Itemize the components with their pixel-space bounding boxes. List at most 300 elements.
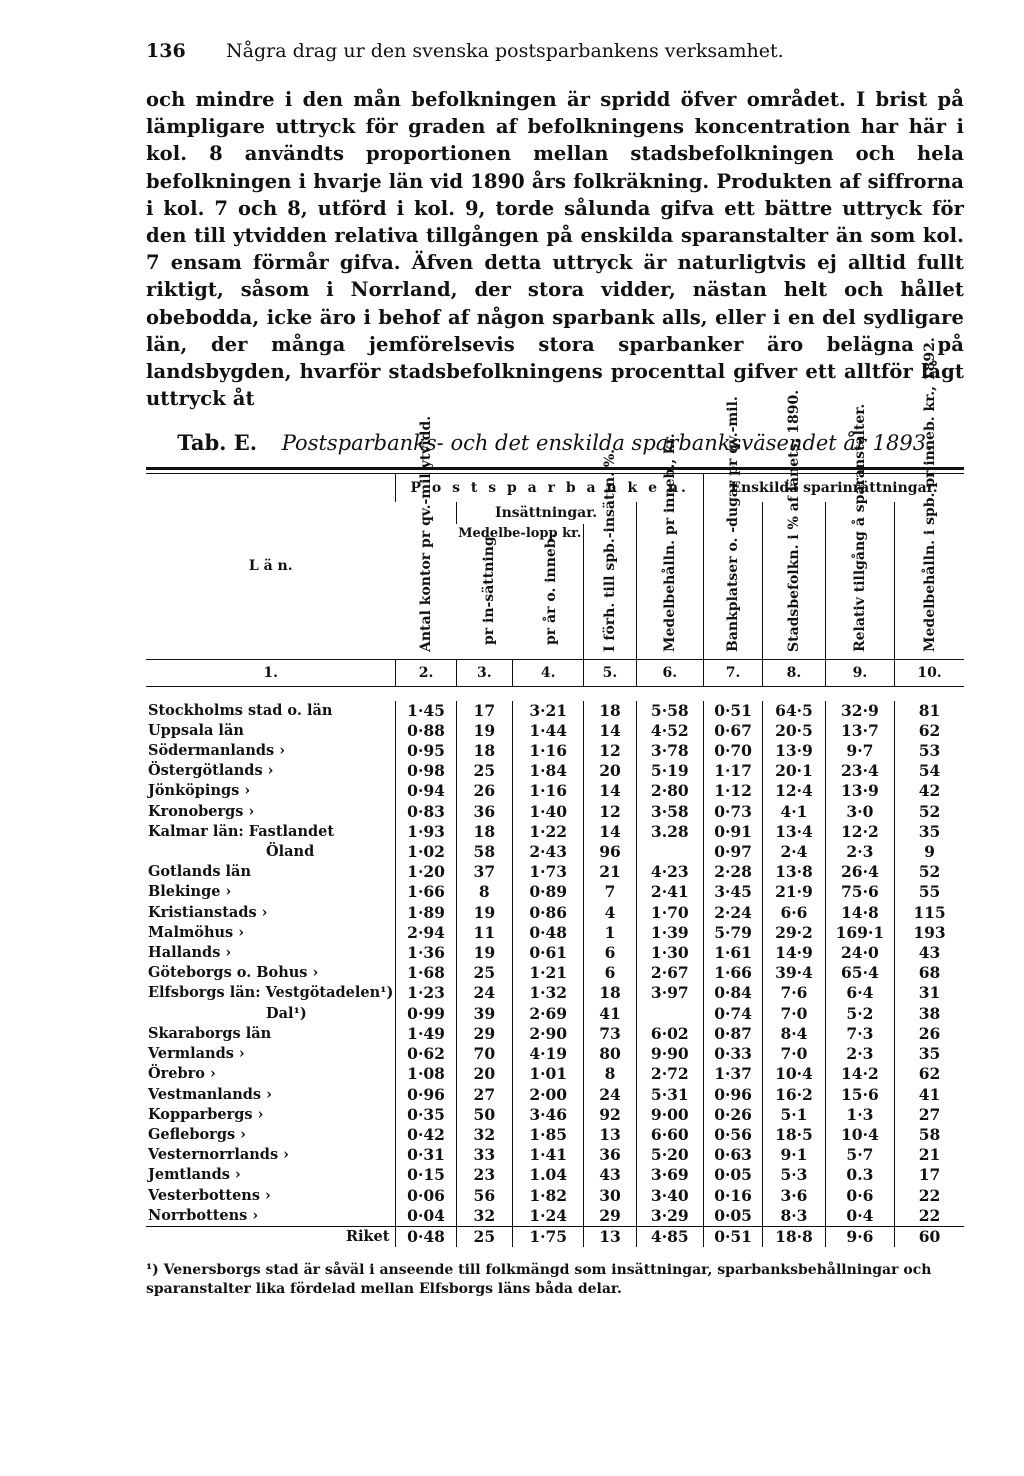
cell-c9: 5·7 [825, 1145, 894, 1165]
table-row [146, 1206, 964, 1227]
lan-name: Södermanlands › [148, 742, 286, 760]
table-row [146, 721, 964, 741]
cell-c8: 13·8 [763, 862, 826, 882]
cell-c10: 26 [895, 1024, 964, 1044]
cell-c2: 0·35 [396, 1105, 456, 1125]
cell-c10: 58 [895, 1125, 964, 1145]
table-row [146, 923, 964, 943]
cell-c5: 14 [584, 822, 636, 842]
table-row [146, 943, 964, 963]
table-row [146, 862, 964, 882]
cell-c9: 2·3 [825, 1044, 894, 1064]
cell-c5: 7 [584, 882, 636, 902]
cell-c7: 0·70 [703, 741, 762, 761]
table-row [146, 781, 964, 801]
cell-c5: 92 [584, 1105, 636, 1125]
cell-c8: 20·5 [763, 721, 826, 741]
cell-c9: 15·6 [825, 1085, 894, 1105]
cell-c8: 12·4 [763, 781, 826, 801]
table-row [146, 1064, 964, 1084]
cell-c5: 80 [584, 1044, 636, 1064]
col6-header: Medelbehålln. pr inneb., kr. [636, 502, 703, 659]
cell-c5: 8 [584, 1064, 636, 1084]
cell-c8: 20·1 [763, 761, 826, 781]
cell-c5: 1 [584, 923, 636, 943]
cell-c6: 2·41 [636, 882, 703, 902]
cell-c6: 3·40 [636, 1186, 703, 1206]
lan-name: Skaraborgs län [148, 1024, 272, 1042]
cell-c3: 37 [456, 862, 512, 882]
cell-c7: 0·05 [703, 1165, 762, 1185]
lan-name: Göteborgs o. Bohus › [148, 964, 319, 982]
cell-c5: 18 [584, 983, 636, 1003]
cell-c10: 17 [895, 1165, 964, 1185]
cell-c10: 193 [895, 923, 964, 943]
cell-c5: 96 [584, 842, 636, 862]
cell-c3: 33 [456, 1145, 512, 1165]
page-number: 136 [146, 40, 186, 62]
medelbelopp-header: Medelbe-lopp kr. pr in-sättning. pr år o. inneb. [458, 526, 582, 645]
cell-c5: 14 [584, 781, 636, 801]
table-title [146, 430, 964, 455]
cell-c8: 3·6 [763, 1186, 826, 1206]
total-row: Riket 0·48 25 1·75 13 4·85 0·51 18·8 9·6 60 [146, 1226, 964, 1247]
cell-c8: 8·4 [763, 1024, 826, 1044]
cell-c8: 14·9 [763, 943, 826, 963]
cell-c2: 0·42 [396, 1125, 456, 1145]
cell-c8: 7·0 [763, 1044, 826, 1064]
cell-c5: 73 [584, 1024, 636, 1044]
cell-c9: 1·3 [825, 1105, 894, 1125]
cell-c4: 4·19 [513, 1044, 584, 1064]
cell-c8: 13·4 [763, 822, 826, 842]
cell-c9: 2·3 [825, 842, 894, 862]
cell-c2: 0·96 [396, 1085, 456, 1105]
table-row [146, 1125, 964, 1145]
cell-c7: 0·74 [703, 1004, 762, 1024]
lan-name: Uppsala län [148, 721, 244, 739]
cell-c10: 81 [895, 701, 964, 721]
cell-c4: 1·01 [513, 1064, 584, 1084]
cell-c2: 1·49 [396, 1024, 456, 1044]
cell-c10: 52 [895, 862, 964, 882]
cell-c2: 2·94 [396, 923, 456, 943]
cell-c3: 19 [456, 721, 512, 741]
cell-c2: 1·08 [396, 1064, 456, 1084]
col2-header: Antal kontor pr qv.-mil ytvidd. [417, 416, 434, 653]
cell-c6: 4·23 [636, 862, 703, 882]
footnote: ¹) Venersborgs stad är såväl i anseende till folkmängd som insättningar, sparbanksbehållningar och sparanstalter lika fördelad mellan Elfsborgs läns båda delar. [146, 1262, 932, 1298]
cell-c8: 21·9 [763, 882, 826, 902]
cell-c9: 0·6 [825, 1186, 894, 1206]
cell-c2: 0·06 [396, 1186, 456, 1206]
cell-c4: 1.04 [513, 1165, 584, 1185]
cell-c4: 1·21 [513, 963, 584, 983]
cell-c9: 13·9 [825, 781, 894, 801]
cell-c5: 30 [584, 1186, 636, 1206]
cell-c10: 55 [895, 882, 964, 902]
cell-c10: 62 [895, 721, 964, 741]
table-row [146, 1165, 964, 1185]
cell-c10: 21 [895, 1145, 964, 1165]
cell-c4: 0·89 [513, 882, 584, 902]
col3-header: pr in-sättning. [480, 531, 497, 645]
col4-header: pr år o. inneb. [542, 533, 559, 645]
lan-name: Jemtlands › [148, 1166, 241, 1184]
header-group-row [146, 474, 964, 502]
cell-c6: 1·39 [636, 923, 703, 943]
cell-c6 [636, 1004, 703, 1024]
col7-header: Bankplatser o. -dugar pr qv.-mil. [703, 502, 762, 659]
lan-name: Stockholms stad o. län [148, 701, 333, 719]
cell-c7: 0·67 [703, 721, 762, 741]
cell-c8: 6·6 [763, 903, 826, 923]
cell-c3: 17 [456, 701, 512, 721]
cell-c3: 18 [456, 822, 512, 842]
cell-c4: 1·41 [513, 1145, 584, 1165]
cell-c6: 6·02 [636, 1024, 703, 1044]
cell-c6: 1·70 [636, 903, 703, 923]
table-caption: Postsparbanks- och det enskilda sparbanksväsendet år 1893. [281, 431, 933, 456]
table-row [146, 1004, 964, 1024]
page-header [146, 40, 964, 76]
cell-c3: 24 [456, 983, 512, 1003]
cell-c7: 0·91 [703, 822, 762, 842]
lan-name: Elfsborgs län: Vestgötadelen¹) [148, 984, 394, 1002]
lan-name: Vesterbottens › [148, 1186, 271, 1204]
table-row [146, 1105, 964, 1125]
cell-c6: 5·31 [636, 1085, 703, 1105]
cell-c8: 16·2 [763, 1085, 826, 1105]
cell-c8: 5·1 [763, 1105, 826, 1125]
cell-c7: 2·24 [703, 903, 762, 923]
table-row [146, 1024, 964, 1044]
lan-name: Dal¹) [266, 1004, 307, 1022]
cell-c9: 24·0 [825, 943, 894, 963]
cell-c3: 58 [456, 842, 512, 862]
cell-c8: 7·6 [763, 983, 826, 1003]
cell-c4: 2·69 [513, 1004, 584, 1024]
cell-c5: 12 [584, 802, 636, 822]
cell-c9: 14·8 [825, 903, 894, 923]
cell-c10: 68 [895, 963, 964, 983]
cell-c10: 54 [895, 761, 964, 781]
cell-c6: 5·58 [636, 701, 703, 721]
cell-c6: 6·60 [636, 1125, 703, 1145]
cell-c9: 23·4 [825, 761, 894, 781]
cell-c7: 0·63 [703, 1145, 762, 1165]
cell-c2: 0·83 [396, 802, 456, 822]
lan-name: Hallands › [148, 944, 232, 962]
cell-c2: 0·31 [396, 1145, 456, 1165]
cell-c9: 32·9 [825, 701, 894, 721]
cell-c5: 20 [584, 761, 636, 781]
lan-name: Vermlands › [148, 1045, 245, 1063]
lan-name: Jönköpings › [148, 782, 251, 800]
lan-name: Norrbottens › [148, 1206, 259, 1224]
cell-c10: 9 [895, 842, 964, 862]
cell-c4: 1·44 [513, 721, 584, 741]
cell-c7: 3·45 [703, 882, 762, 902]
cell-c10: 41 [895, 1085, 964, 1105]
cell-c9: 3·0 [825, 802, 894, 822]
lan-name: Vestmanlands › [148, 1085, 272, 1103]
lan-header: L ä n. [248, 558, 293, 575]
cell-c2: 1·45 [396, 701, 456, 721]
cell-c7: 0·87 [703, 1024, 762, 1044]
cell-c7: 0·73 [703, 802, 762, 822]
cell-c3: 32 [456, 1206, 512, 1227]
cell-c2: 0·99 [396, 1004, 456, 1024]
cell-c8: 4·1 [763, 802, 826, 822]
cell-c4: 0·48 [513, 923, 584, 943]
cell-c7: 0·56 [703, 1125, 762, 1145]
cell-c2: 0·88 [396, 721, 456, 741]
cell-c4: 0·86 [513, 903, 584, 923]
cell-c7: 0·16 [703, 1186, 762, 1206]
cell-c9: 169·1 [825, 923, 894, 943]
cell-c6: 9·90 [636, 1044, 703, 1064]
cell-c7: 0·26 [703, 1105, 762, 1125]
table-row [146, 1085, 964, 1105]
cell-c8: 13·9 [763, 741, 826, 761]
lan-name: Gefleborgs › [148, 1125, 246, 1143]
cell-c6 [636, 842, 703, 862]
table-row [146, 741, 964, 761]
cell-c7: 1·17 [703, 761, 762, 781]
postsparbanken-header: P o s t s p a r b a n k e n. [396, 474, 704, 502]
cell-c4: 1·24 [513, 1206, 584, 1227]
cell-c10: 35 [895, 822, 964, 842]
cell-c9: 12·2 [825, 822, 894, 842]
cell-c3: 8 [456, 882, 512, 902]
cell-c10: 27 [895, 1105, 964, 1125]
cell-c9: 0.3 [825, 1165, 894, 1185]
cell-c7: 1·61 [703, 943, 762, 963]
cell-c8: 64·5 [763, 701, 826, 721]
cell-c10: 22 [895, 1206, 964, 1227]
lan-name: Kalmar län: Fastlandet [148, 822, 335, 840]
cell-c9: 0·4 [825, 1206, 894, 1227]
table-row [146, 802, 964, 822]
cell-c9: 7·3 [825, 1024, 894, 1044]
cell-c5: 6 [584, 943, 636, 963]
cell-c4: 2·90 [513, 1024, 584, 1044]
cell-c3: 11 [456, 923, 512, 943]
cell-c3: 27 [456, 1085, 512, 1105]
cell-c7: 1·12 [703, 781, 762, 801]
table-row [146, 963, 964, 983]
cell-c5: 29 [584, 1206, 636, 1227]
cell-c10: 38 [895, 1004, 964, 1024]
cell-c5: 13 [584, 1125, 636, 1145]
lan-name: Vesternorrlands › [148, 1146, 289, 1164]
cell-c4: 1·16 [513, 741, 584, 761]
cell-c2: 0·98 [396, 761, 456, 781]
lan-name: Kronobergs › [148, 802, 255, 820]
lan-name: Örebro › [148, 1065, 216, 1083]
cell-c9: 14·2 [825, 1064, 894, 1084]
cell-c6: 3·78 [636, 741, 703, 761]
column-numbers-row: 1. 2. 3. 4. 5. 6. 7. 8. 9. 10. [146, 659, 964, 686]
lan-name: Kopparbergs › [148, 1105, 264, 1123]
cell-c8: 2·4 [763, 842, 826, 862]
cell-c7: 0·05 [703, 1206, 762, 1227]
cell-c3: 32 [456, 1125, 512, 1145]
cell-c3: 29 [456, 1024, 512, 1044]
cell-c5: 12 [584, 741, 636, 761]
cell-c4: 1·84 [513, 761, 584, 781]
cell-c2: 1·93 [396, 822, 456, 842]
cell-c5: 43 [584, 1165, 636, 1185]
cell-c3: 18 [456, 741, 512, 761]
cell-c9: 9·7 [825, 741, 894, 761]
cell-c10: 31 [895, 983, 964, 1003]
cell-c2: 0·95 [396, 741, 456, 761]
lan-name: Öland [266, 843, 315, 861]
cell-c2: 1·68 [396, 963, 456, 983]
cell-c6: 3.28 [636, 822, 703, 842]
table-row [146, 1145, 964, 1165]
cell-c7: 1·66 [703, 963, 762, 983]
cell-c8: 10·4 [763, 1064, 826, 1084]
cell-c3: 39 [456, 1004, 512, 1024]
cell-c6: 5·20 [636, 1145, 703, 1165]
cell-c7: 5·79 [703, 923, 762, 943]
table-label: Tab. E. [177, 430, 258, 456]
cell-c9: 6·4 [825, 983, 894, 1003]
cell-c2: 1·89 [396, 903, 456, 923]
cell-c4: 1·16 [513, 781, 584, 801]
cell-c4: 0·61 [513, 943, 584, 963]
table-row [146, 701, 964, 721]
col5-header: I förh. till spb.-insättn. %. [584, 524, 636, 659]
cell-c2: 0·15 [396, 1165, 456, 1185]
cell-c2: 0·94 [396, 781, 456, 801]
cell-c6: 1·30 [636, 943, 703, 963]
cell-c5: 4 [584, 903, 636, 923]
lan-name: Gotlands län [148, 863, 251, 881]
col8-header: Stadsbefolkn. i % af länets, 1890. [763, 502, 826, 659]
cell-c4: 1·73 [513, 862, 584, 882]
cell-c8: 7·0 [763, 1004, 826, 1024]
cell-c9: 13·7 [825, 721, 894, 741]
cell-c6: 3·58 [636, 802, 703, 822]
lan-name: Kristianstads › [148, 903, 268, 921]
cell-c6: 9·00 [636, 1105, 703, 1125]
lan-name: Östergötlands › [148, 762, 274, 780]
cell-c3: 50 [456, 1105, 512, 1125]
cell-c7: 0·96 [703, 1085, 762, 1105]
cell-c5: 18 [584, 701, 636, 721]
cell-c8: 5·3 [763, 1165, 826, 1185]
page [146, 40, 964, 1299]
cell-c3: 56 [456, 1186, 512, 1206]
cell-c5: 41 [584, 1004, 636, 1024]
lan-name: Malmöhus › [148, 923, 245, 941]
cell-c6: 2·67 [636, 963, 703, 983]
cell-c3: 26 [456, 781, 512, 801]
cell-c3: 20 [456, 1064, 512, 1084]
cell-c9: 10·4 [825, 1125, 894, 1145]
cell-c7: 0·84 [703, 983, 762, 1003]
cell-c10: 115 [895, 903, 964, 923]
cell-c2: 1·20 [396, 862, 456, 882]
table-row [146, 1044, 964, 1064]
cell-c4: 3·21 [513, 701, 584, 721]
cell-c7: 1·37 [703, 1064, 762, 1084]
cell-c4: 3·46 [513, 1105, 584, 1125]
cell-c6: 3·69 [636, 1165, 703, 1185]
cell-c2: 1·02 [396, 842, 456, 862]
cell-c7: 2·28 [703, 862, 762, 882]
cell-c10: 43 [895, 943, 964, 963]
table-row [146, 822, 964, 842]
cell-c9: 5·2 [825, 1004, 894, 1024]
cell-c4: 2·43 [513, 842, 584, 862]
cell-c6: 2·80 [636, 781, 703, 801]
cell-c4: 1·82 [513, 1186, 584, 1206]
cell-c3: 25 [456, 963, 512, 983]
cell-c5: 14 [584, 721, 636, 741]
cell-c7: 0·51 [703, 701, 762, 721]
cell-c6: 2·72 [636, 1064, 703, 1084]
table-row [146, 903, 964, 923]
cell-c2: 0·04 [396, 1206, 456, 1227]
cell-c8: 29·2 [763, 923, 826, 943]
running-title: Några drag ur den svenska postsparbankens verksamhet. [226, 40, 784, 62]
cell-c3: 70 [456, 1044, 512, 1064]
enskilda-header: Enskilda sparinrättningar. [703, 474, 964, 502]
cell-c5: 21 [584, 862, 636, 882]
cell-c8: 9·1 [763, 1145, 826, 1165]
cell-c5: 24 [584, 1085, 636, 1105]
cell-c3: 19 [456, 943, 512, 963]
cell-c2: 1·36 [396, 943, 456, 963]
cell-c3: 25 [456, 761, 512, 781]
cell-c4: 1·85 [513, 1125, 584, 1145]
cell-c3: 36 [456, 802, 512, 822]
table-body [146, 701, 964, 1227]
cell-c6: 3·97 [636, 983, 703, 1003]
cell-c9: 75·6 [825, 882, 894, 902]
cell-c4: 1·40 [513, 802, 584, 822]
cell-c7: 0·33 [703, 1044, 762, 1064]
cell-c7: 0·97 [703, 842, 762, 862]
cell-c10: 53 [895, 741, 964, 761]
insattningar-header: Insättningar. [456, 502, 636, 524]
cell-c4: 1·22 [513, 822, 584, 842]
table-row [146, 842, 964, 862]
cell-c4: 1·32 [513, 983, 584, 1003]
cell-c10: 62 [895, 1064, 964, 1084]
table-row [146, 761, 964, 781]
cell-c4: 2·00 [513, 1085, 584, 1105]
lan-name: Blekinge › [148, 883, 232, 901]
cell-c9: 65·4 [825, 963, 894, 983]
cell-c5: 36 [584, 1145, 636, 1165]
cell-c6: 3·29 [636, 1206, 703, 1227]
cell-c6: 4·52 [636, 721, 703, 741]
cell-c10: 52 [895, 802, 964, 822]
cell-c2: 1·23 [396, 983, 456, 1003]
cell-c5: 6 [584, 963, 636, 983]
cell-c2: 0·62 [396, 1044, 456, 1064]
cell-c10: 35 [895, 1044, 964, 1064]
table-row [146, 1186, 964, 1206]
table-top-rule [146, 467, 964, 474]
col10-header: Medelbehålln. i spb. pr inneb. kr., 1892. [895, 502, 964, 659]
